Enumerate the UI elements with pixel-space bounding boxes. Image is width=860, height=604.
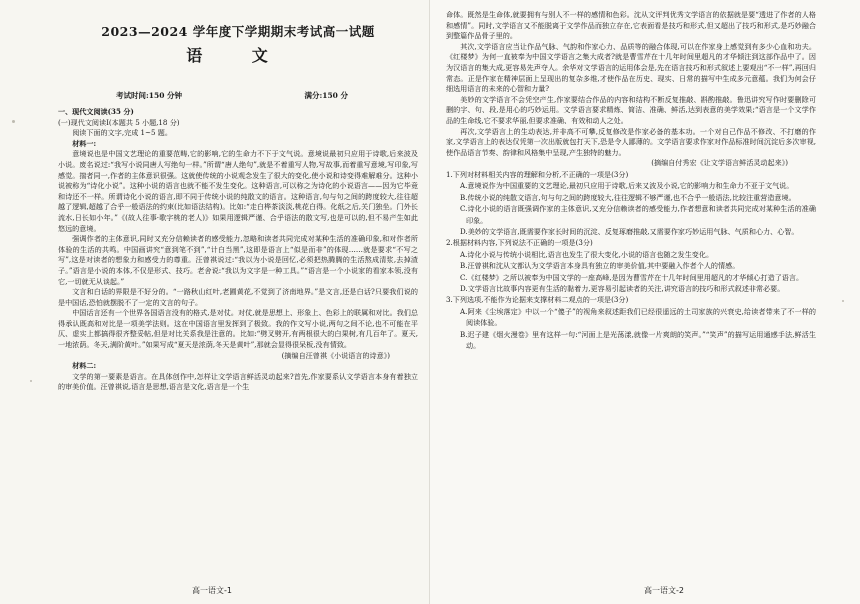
question-stem: 1.下列对材料相关内容的理解和分析,不正确的一项是(3分) [446,169,629,179]
material-one-source: (摘编自汪曾祺《小说语言的诗意》) [281,350,390,360]
page-footer-left: 高一语文-1 [192,586,232,595]
question-option: B.汪曾祺和沈从文都认为文学语言本身具有独立的审美价值,其中要融入作者个人的情感。 [460,261,740,271]
subject-title: 语 文 [186,46,290,65]
exam-title: 2023—2024 学年度下学期期末考试高一试题 [101,24,375,39]
question-option: A.诗化小说与传统小说相比,语言也发生了很大变化,小说的语言也随之发生变化。 [460,249,714,259]
subsection-heading: (一)现代文阅读Ⅰ(本题共 5 小题,18 分) [58,117,180,127]
material-two-paragraph: 命体。既然是生命体,就要拥有与别人不一样的感情和色彩。沈从文评判优秀文学语言的依据就是要“透进了作者的人格和感情”。同时,文学语言又不能脱离于文学作品而独立存在,它表面看是技巧和形式,但又超出了技巧和形式,是巧妙融合到整篇作品骨子里的。 [446,10,816,41]
page-footer-right: 高一语文-2 [644,586,684,595]
material-two-source: (摘编自付秀宏《让文学语言鲜活灵动起来》) [651,158,788,168]
exam-score: 满分:150 分 [304,91,348,100]
question-option: D.美妙的文学语言,既需要作家长时间的沉淀、反复琢磨推敲,又需要作家巧妙运用气脉、气质和心力、心智。 [460,226,799,236]
material-two-paragraph: 其次,文学语言应当让作品气脉、气韵和作家心力、品质等的融合体现,可以在作家身上感觉到有多少心血和功夫。《红楼梦》为何一直被奉为中国文学语言之集大成者?就是曹雪芹在十几年时间里超凡的才华倾注到这部作品中了。因为汉语言的集大成,更容易先声夺人。余华对文学语言的运用体会是,先在语言技巧和形式叙述上要观出“不一样”,再回归常态。正是作家在精神层面上呈现出的复杂多维,才使作品在历史、现实、日常的描写中生成多元意蕴。我们为何会仔细选用语言的未来的心智和力量? [446,41,816,94]
question-2 [446,237,816,294]
question-stem: 3.下列选项,不能作为论据来支撑材料二观点的一项是(3分) [446,295,629,305]
question-option: A.阿来《尘埃落定》中以一个“傻子”的视角来叙述距我们已经很遥远的土司家族的兴衰史,给读者带来了不一样的阅读体验。 [460,306,816,328]
question-option: C.诗化小说的语言既强调作家的主体意识,又充分信赖读者的感受能力,作者想意和读者共同完成对某种生活的准确印象。 [460,204,816,225]
material-one-paragraph: 意境说也是中国文艺理论的重要范畴,它的影响,它的生命力不下于文气说。意境说最初只应用于诗歌,后来波及小说。废名说过:“我写小说同唐人写绝句一样。”所谓“唐人绝句”,就是不着重写人物,写故事,而着重写意境,写印象,写感觉。揣者同一,作者的主体意识很强。这就使传统的小说观念发生了很大的变化,使小说和诗变得难解难分。这种小说被称为“诗化小说”。这种小说的语言也就不能不发生变化。这种语言,可以称之为诗化的小说语言——因为它毕竟和诗还不一样。所谓诗化小说的语言,即不同于传统小说的纯散文的语言。这种语言,句与句之间的跨度较大,往往超越了逻辑,超越了合乎一般语法的约束(比如语法结构)。比如:“走白桦茶淡淡,桃花白得。化纸之后,关门独坐。门外长流水,日长如小年。”《(故人往事·歌字桃的老人)》如果用逻辑严谨、合乎语法的散文写,也是可以的,但不易产生如此悠远的意境。 [58,149,418,233]
exam-info [58,90,418,101]
question-option: B.传统小说的纯散文语言,句与句之间的跨度较大,往往逻辑不够严谨,也不合乎一般语法,比较注重营造意境。 [460,192,796,202]
section-heading: 一、现代文阅读(35 分) [58,107,134,116]
question-1 [446,169,816,237]
material-two-paragraph: 美妙的文学语言不会凭空产生,作家要结合作品的内容和结构不断反复推敲、斟酌推敲。鲁迅讲究写作时要删除可删的字、句、段,是用心的巧妙运用。文学语言要求精炼、简洁、准确、鲜活,达到表意的美学效果;“语言是一个文学作品的生命线,它不要求华丽,但要求准确、有效和动人之处。 [446,94,816,125]
exam-page-right [430,0,860,604]
question-option: D.文学语言比故事内容更有生活的黏着力,更容易引起读者的关注,讲究语言的技巧和形式叙述非常必要。 [460,283,785,293]
material-one-paragraph: 文言和白话的界限是不好分的。“一路秋山红叶,老圃黄花,不觉到了济南地界。”是文言,还是白话?只要我们说的是中国话,恐怕就摆脱不了一定的文言的句子。 [58,287,418,307]
material-two-paragraph: 文学的第一要素是语言。在具体创作中,怎样让文学语言鲜活灵动起来?首先,作家要系认文学语言本身有着独立的审美价值。汪曾祺说,语言是思想,语言是文化,语言是一个生 [58,371,418,392]
question-option: A.意境说作为中国重要的文艺理论,最初只应用于诗歌,后来又波及小说,它的影响力和生命力不亚于文气说。 [460,181,794,191]
question-stem: 2.根据材料内容,下列说法不正确的一项是(3分) [446,238,593,248]
scan-speck [30,380,32,382]
question-3 [446,294,816,351]
material-two-paragraph: 再次,文学语言上的生动表达,并非高不可攀,反复修改是作家必备的基本功。一个对自己作品不修改、不打磨的作家,文学语言上的表达仅凭第一次出版就包打天下,恐是令人鄙薄的。文学语言要求作家对作品标准时间沉淀后多次审视,使作品语言节奏、韵律和风格集中呈现,产生独特的魅力。 [446,126,816,157]
material-two-label: 材料二: [72,361,97,371]
scan-speck [842,300,844,302]
exam-time: 考试时间:150 分钟 [116,91,183,100]
question-option: C.《红楼梦》之所以被奉为中国文学的一座高峰,是因为曹雪芹在十几年时间里用超凡的才华倾心打造了语言。 [460,272,804,282]
material-one-paragraph: 强调作者的主体意识,同时又充分信赖读者的感受能力,忽略和读者共同完成对某种生活的准确印象,和对作者所体验的生活的共鸣。中国画讲究“意到笔不到”,“计白当黑”,这即是语言上“似是而非”的体现……就是要求“不写之写”,这是对读者的想象力和感受力的尊重。汪曾祺说过:“我以为小说是回忆,必须把热腾腾的生活熬成清浆,去掉渣子。”语言是小说的本体,不仅是形式、技巧。老舍说:“我以为文字是一种工具。”“语言是一个小说家的看家本领,没有它,一切就无从谈起。” [58,234,418,286]
material-one-paragraph: 中国话言还有一个世界各国语言没有的格式,是对仗。对仗,就是思想上、形象上、色彩上的联属和对比。我们总得承认既高和对比是一项美学法则。这在中国语言里发挥到了极致。我的作文写小说,两句之间不论,也不可能在平仄、虚实上都搞得很齐整妥帖,但是对比关系我是注意的。比如:“劈叉劈开,有两根很大的白果树,有几百年了。夏天,一地浓荫。冬天,满阶黄叶。”如果写成“夏天是浓荫,冬天是黄叶”,那就会显得很呆板,没有情致。 [58,308,418,350]
material-one-label: 材料一: [72,138,97,148]
question-option: B.迟子建《烟火漫卷》里有这样一句:“河面上是光荡漾,就像一片爽朗的笑声。”“笑声”的描写运用通感手法,鲜活生动。 [460,329,816,350]
scan-speck [12,120,15,123]
reading-instruction: 阅读下面的文字,完成 1~5 题。 [72,128,172,138]
